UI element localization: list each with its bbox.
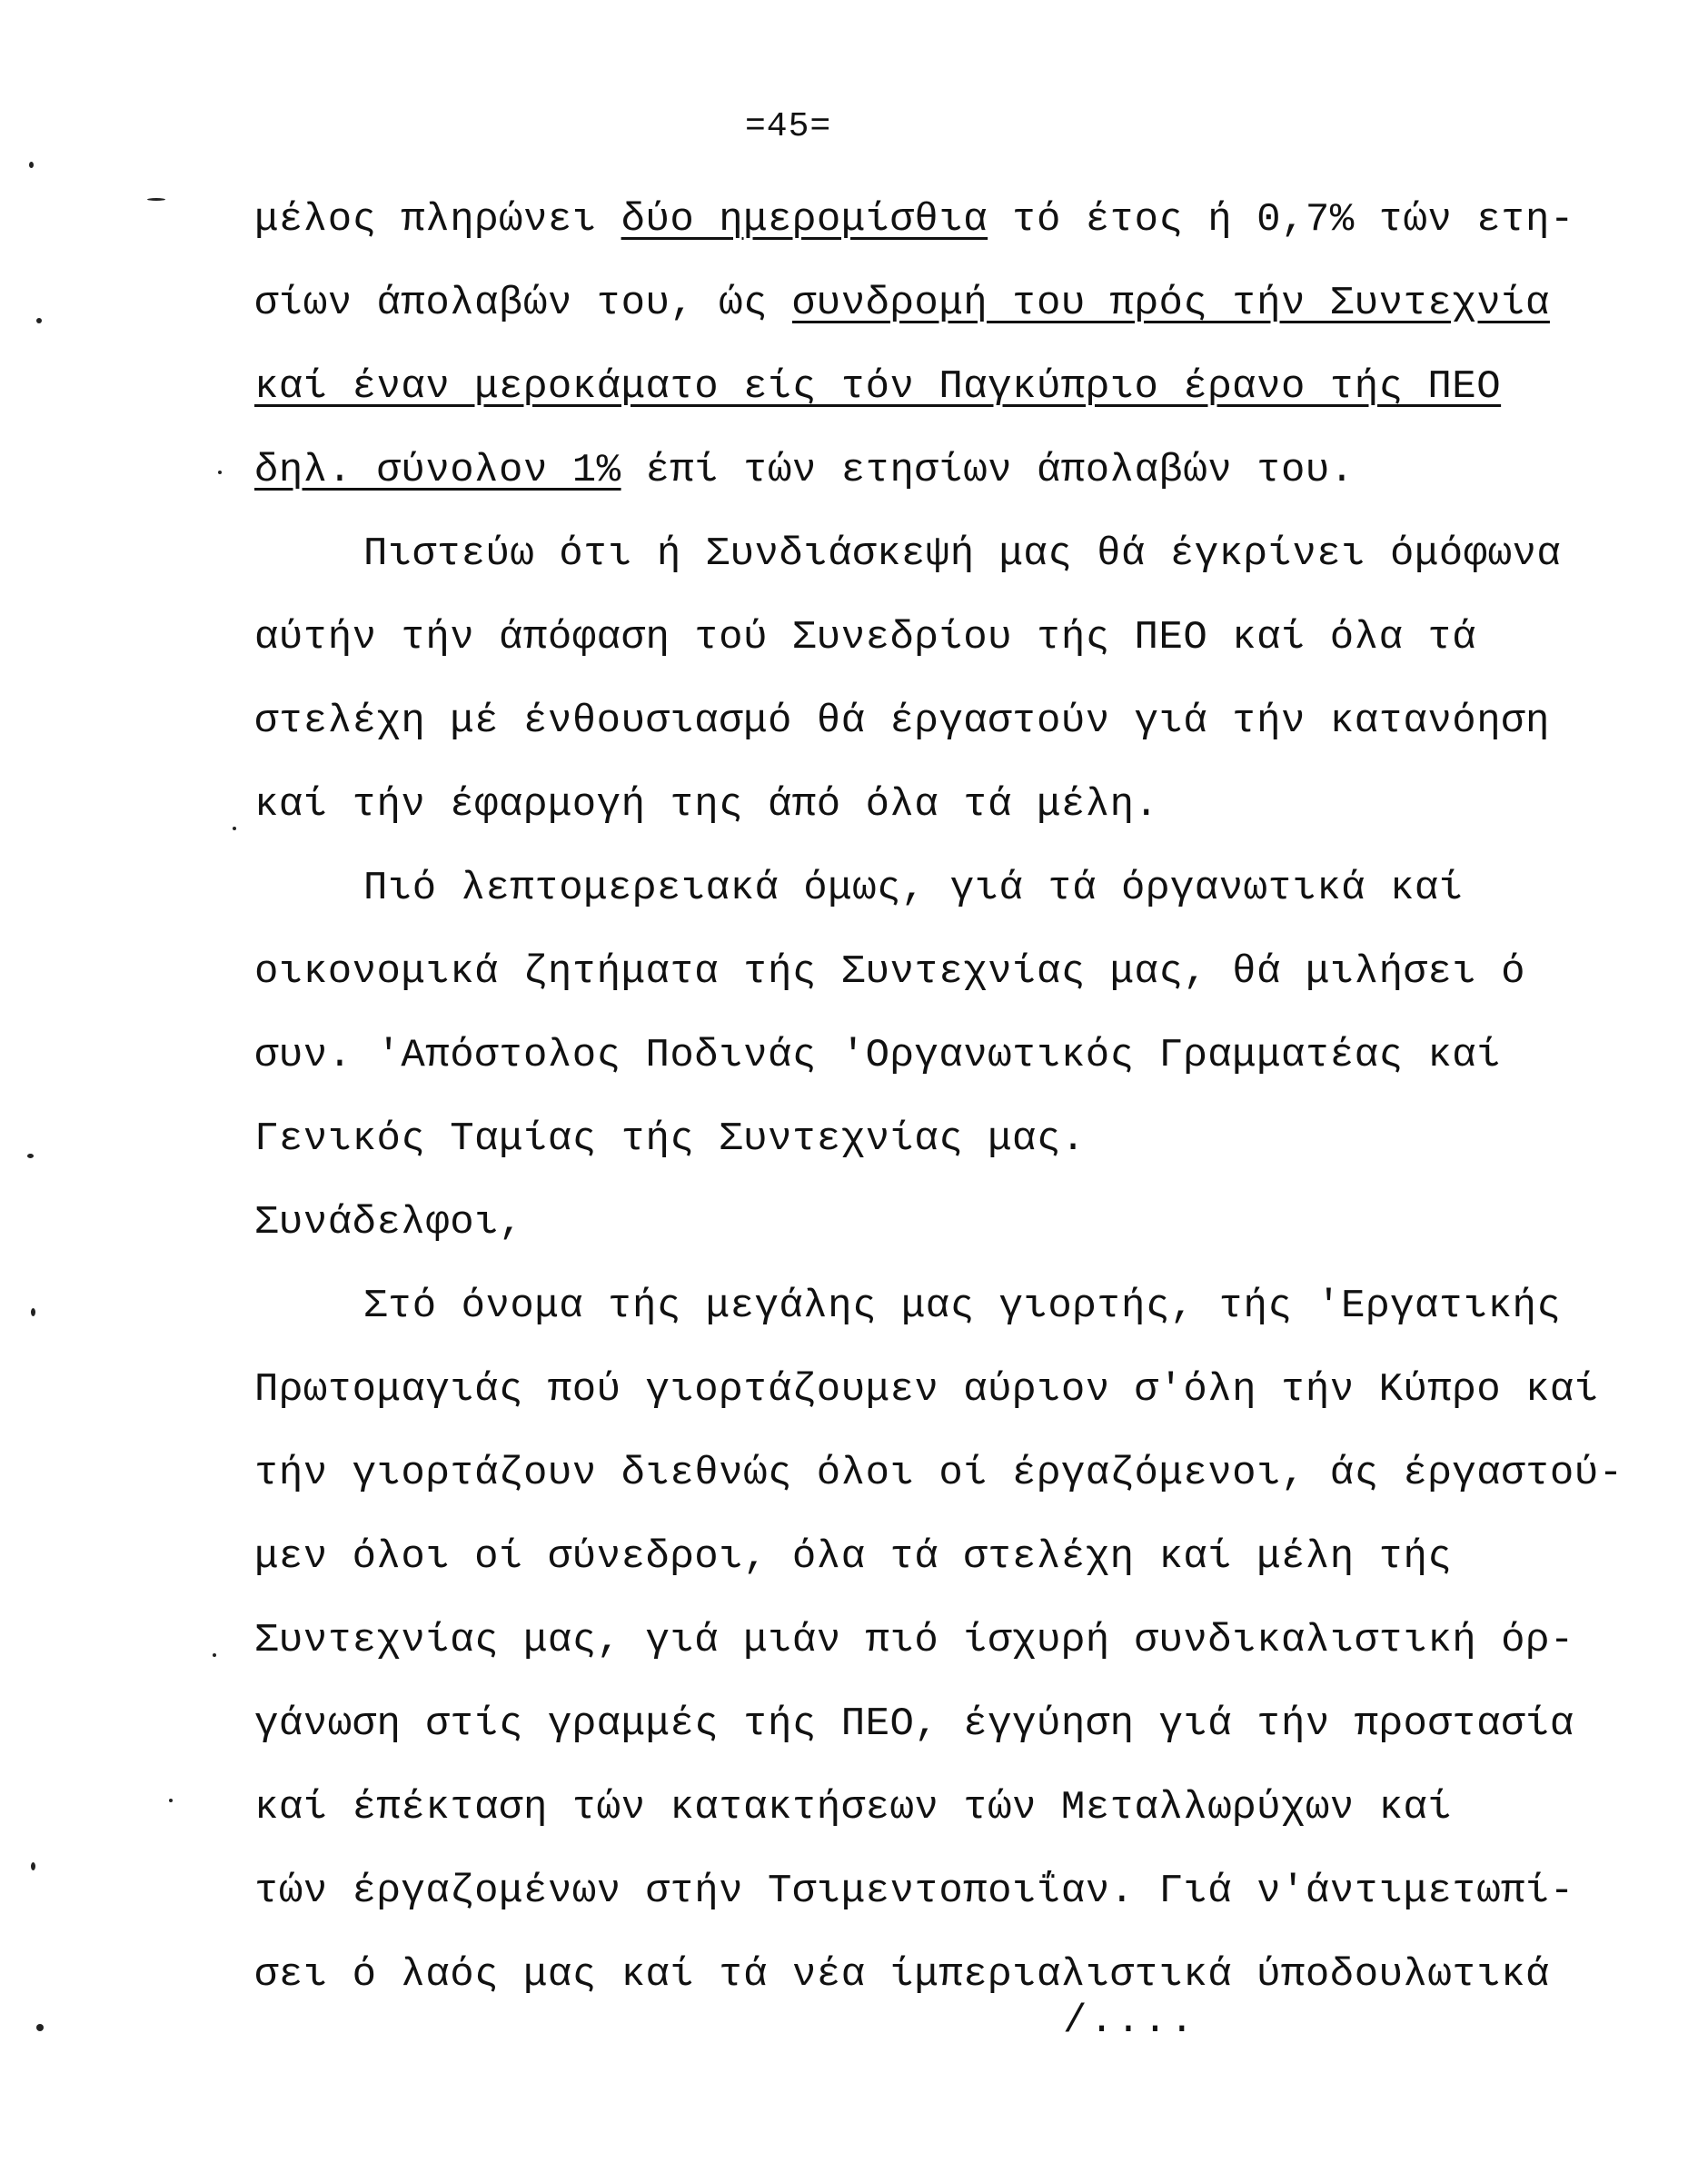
text-line	[254, 1933, 1550, 2017]
text-line	[254, 1097, 1544, 1181]
text-line	[254, 1014, 1544, 1097]
text-line	[254, 1515, 1544, 1599]
text-run: καί τήν έφαρμογή της άπό όλα τά μέλη.	[254, 782, 1159, 828]
text-run: Πιό λεπτομερειακά όμως, γιά τά όργανωτικά καί	[363, 866, 1464, 911]
continuation-mark: /....	[1063, 1999, 1197, 2044]
scan-speck	[36, 2024, 44, 2031]
text-line	[254, 930, 1544, 1014]
text-run: Γενικός Ταμίας τής Συντεχνίας μας.	[254, 1116, 1086, 1162]
page-number: =45=	[745, 107, 832, 146]
underlined-text: δηλ. σύνολον 1%	[254, 448, 621, 493]
text-line	[254, 512, 1562, 596]
paragraph	[254, 178, 1574, 512]
text-run: Συνάδελφοι,	[254, 1200, 523, 1245]
text-run: οικονομικά ζητήματα τής Συντεχνίας μας, θά μιλήσει ό	[254, 949, 1526, 995]
text-run: τό έτος ή 0,7% τών ετη-	[988, 197, 1574, 243]
paragraph	[254, 512, 1562, 847]
scan-speck	[27, 1154, 34, 1158]
text-line	[254, 763, 1544, 847]
text-line	[254, 596, 1544, 679]
body-text	[254, 178, 1624, 2017]
text-run: γάνωση στίς γραμμές τής ΠΕΟ, έγγύηση γιά τήν προστασία	[254, 1701, 1574, 1747]
scan-speck	[29, 162, 34, 168]
text-line	[254, 345, 1544, 429]
text-line	[254, 178, 1574, 262]
text-line	[254, 429, 1544, 512]
text-line	[254, 1181, 1544, 1265]
scan-speck	[147, 198, 165, 201]
text-run: Συντεχνίας μας, γιά μιάν πιό ίσχυρή συνδικαλιστική όρ-	[254, 1618, 1574, 1663]
text-line	[254, 1599, 1574, 1682]
scan-speck	[218, 471, 222, 474]
scan-speck	[31, 1862, 35, 1870]
text-run: έπί τών ετησίων άπολαβών του.	[621, 448, 1355, 493]
text-run: μέλος πληρώνει	[254, 197, 621, 243]
scan-speck	[213, 1653, 216, 1657]
text-run: μεν όλοι οί σύνεδροι, όλα τά στελέχη καί μέλη τής	[254, 1534, 1453, 1580]
text-run: τών έργαζομένων στήν Τσιμεντοποιΐαν. Γιά ν'άντιμετωπί-	[254, 1869, 1574, 1914]
text-line	[254, 1766, 1544, 1850]
text-line	[254, 679, 1550, 763]
text-run: Στό όνομα τής μεγάλης μας γιορτής, τής 'Εργατικής	[363, 1284, 1562, 1329]
text-line	[254, 262, 1550, 345]
paragraph	[254, 1181, 1544, 1265]
scan-speck	[31, 1308, 35, 1316]
text-run: σίων άπολαβών του, ώς	[254, 281, 792, 326]
scan-speck	[233, 827, 236, 830]
paragraph	[254, 1265, 1624, 2017]
text-line	[254, 847, 1544, 930]
underlined-text: συνδρομή του πρός τήν Συντεχνία	[791, 281, 1550, 326]
text-run: στελέχη μέ ένθουσιασμό θά έργαστούν γιά τήν κατανόηση	[254, 699, 1550, 744]
text-line	[254, 1682, 1574, 1766]
text-line	[254, 1265, 1562, 1348]
underlined-text: δύο ημερομίσθια	[621, 197, 988, 243]
scan-speck	[36, 318, 42, 323]
text-run: σει ό λαός μας καί τά νέα ίμπεριαλιστικά ύποδουλωτικά	[254, 1952, 1550, 1998]
scan-speck	[169, 1799, 173, 1802]
text-run: τήν γιορτάζουν διεθνώς όλοι οί έργαζόμενοι, άς έργαστού-	[254, 1451, 1624, 1496]
text-run: Πιστεύω ότι ή Συνδιάσκεψή μας θά έγκρίνει όμόφωνα	[363, 531, 1562, 577]
text-line	[254, 1432, 1624, 1515]
text-run: αύτήν τήν άπόφαση τού Συνεδρίου τής ΠΕΟ καί όλα τά	[254, 615, 1477, 660]
underlined-text: καί έναν μεροκάματο είς τόν Παγκύπριο έρανο τής ΠΕΟ	[254, 364, 1502, 410]
text-run: συν. 'Απόστολος Ποδινάς 'Οργανωτικός Γραμματέας καί	[254, 1033, 1502, 1078]
text-run: καί έπέκταση τών κατακτήσεων τών Μεταλλωρύχων καί	[254, 1785, 1453, 1830]
text-line	[254, 1850, 1574, 1933]
paragraph	[254, 847, 1544, 1181]
text-line	[254, 1348, 1599, 1432]
text-run: Πρωτομαγιάς πού γιορτάζουμεν αύριον σ'όλη τήν Κύπρο καί	[254, 1367, 1599, 1413]
